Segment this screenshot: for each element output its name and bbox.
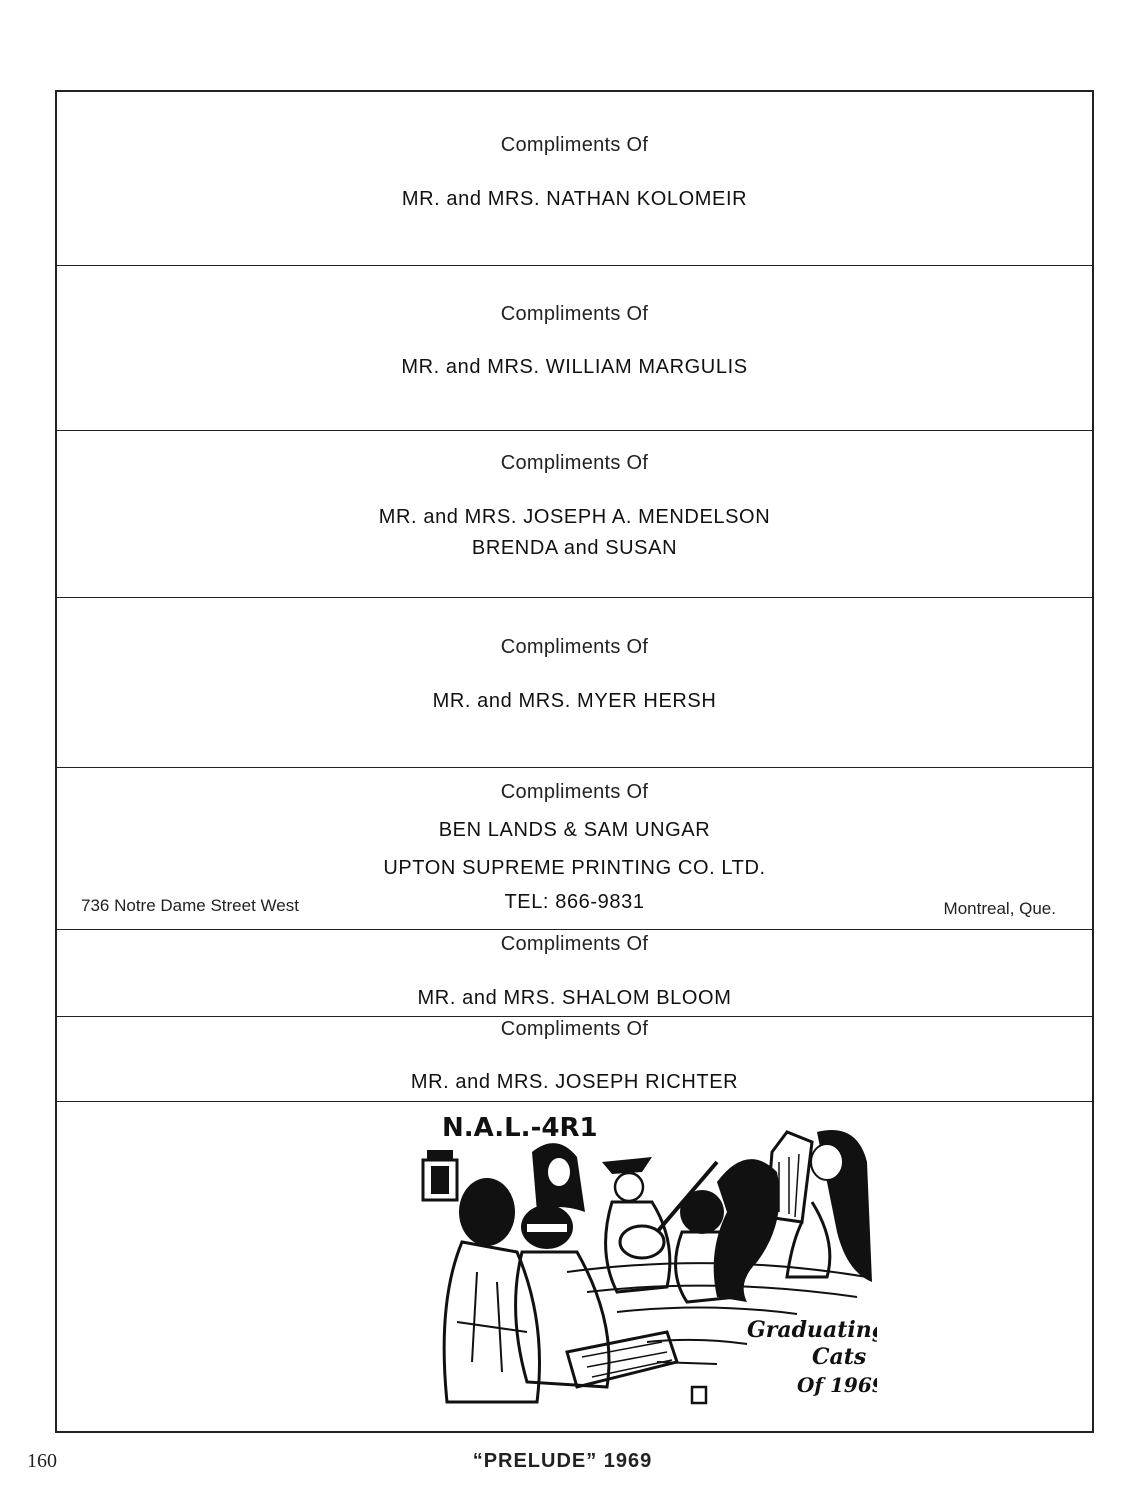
- compliments-heading: Compliments Of: [500, 636, 649, 658]
- illustration-caption-line: Graduating: [747, 1317, 877, 1343]
- company-telephone: TEL: 866-9831: [504, 891, 645, 913]
- sponsor-name: MR. and MRS. NATHAN KOLOMEIR: [401, 188, 748, 210]
- compliments-heading: Compliments Of: [500, 134, 649, 156]
- sponsor-name: MR. and MRS. JOSEPH RICHTER: [410, 1071, 739, 1093]
- publication-title: “PRELUDE” 1969: [472, 1450, 653, 1472]
- divider: [57, 265, 1092, 266]
- divider: [57, 1016, 1092, 1017]
- compliments-heading: Compliments Of: [500, 1018, 649, 1040]
- compliments-heading: Compliments Of: [500, 933, 649, 955]
- sponsor-name: BEN LANDS & SAM UNGAR: [438, 819, 711, 841]
- divider: [57, 767, 1092, 768]
- company-name: UPTON SUPREME PRINTING CO. LTD.: [383, 857, 766, 879]
- company-city: Montreal, Que.: [943, 899, 1056, 918]
- compliments-heading: Compliments Of: [500, 452, 649, 474]
- sponsor-name: MR. and MRS. SHALOM BLOOM: [417, 987, 732, 1009]
- divider: [57, 597, 1092, 598]
- company-street-address: 736 Notre Dame Street West: [81, 896, 299, 915]
- compliments-heading: Compliments Of: [500, 781, 649, 803]
- sponsor-name: MR. and MRS. WILLIAM MARGULIS: [401, 356, 748, 378]
- illustration-caption-line: Cats: [812, 1344, 867, 1370]
- divider: [57, 929, 1092, 930]
- illustration-caption-line: Of 1969: [797, 1373, 877, 1397]
- graduating-cats-illustration: [417, 1102, 877, 1422]
- sponsor-name: MR. and MRS. MYER HERSH: [432, 690, 717, 712]
- sponsor-name: MR. and MRS. JOSEPH A. MENDELSON: [378, 506, 771, 528]
- illustration-header: N.A.L.-4R1: [442, 1113, 598, 1143]
- page-number: 160: [27, 1450, 57, 1472]
- compliments-heading: Compliments Of: [500, 303, 649, 325]
- divider: [57, 430, 1092, 431]
- sponsor-name-secondary: BRENDA and SUSAN: [471, 537, 678, 559]
- ad-page-frame: [55, 90, 1094, 1433]
